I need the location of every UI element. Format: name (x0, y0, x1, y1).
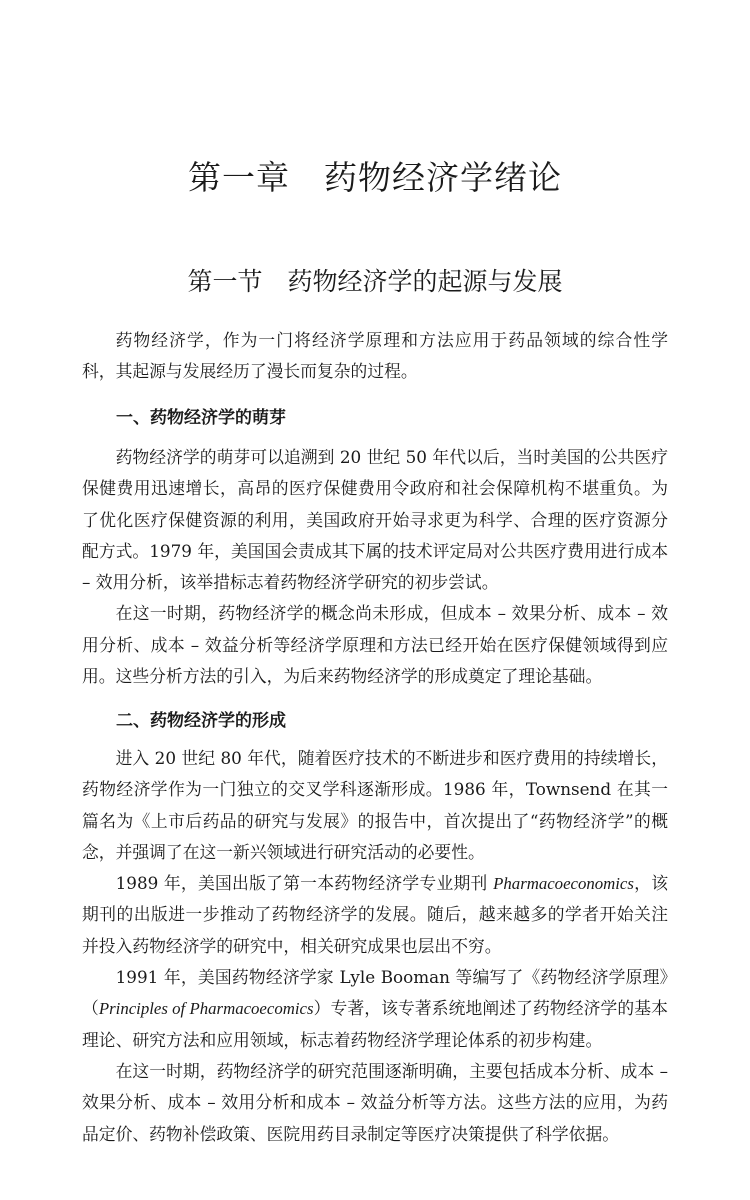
journal-title: Pharmacoeconomics (493, 874, 634, 894)
section-title: 第一节 药物经济学的起源与发展 (187, 267, 563, 296)
part2-paragraph-4: 在这一时期，药物经济学的研究范围逐渐明确，主要包括成本分析、成本 – 效果分析、成本 – 效用分析和成本 – 效益分析等方法。这些方法的应用，为药品定价、药物补偿政策、医院用药目录制定等医疗决策提供了科学依据。 (82, 1060, 668, 1144)
part2-paragraph-2 (82, 868, 668, 962)
part1-block (82, 442, 668, 692)
part2-paragraph-3-post: ）专著，该专著系统地阐述了药物经济学的基本理论、研究方法和应用领域，标志着药物经济学理论体系的初步构建。 (82, 998, 668, 1050)
part2-paragraph-1: 进入 20 世纪 80 年代，随着医疗技术的不断进步和医疗费用的持续增长，药物经济学作为一门独立的交叉学科逐渐形成。1986 年，Townsend 在其一篇名为《上市后药品的研究与发展》的报告中，首次提出了“药物经济学”的概念，并强调了在这一新兴领域进行研究活动的必要性。 (82, 748, 668, 862)
part2-paragraph-3-pre: 1991 年，美国药物经济学家 Lyle Booman 等编写了《药物经济学原理》（ (82, 967, 668, 1019)
part2-paragraph-3 (82, 962, 668, 1056)
part1-paragraph-1: 药物经济学的萌芽可以追溯到 20 世纪 50 年代以后，当时美国的公共医疗保健费用迅速增长，高昂的医疗保健费用令政府和社会保障机构不堪重负。为了优化医疗保健资源的利用，美国政府开始寻求更为科学、合理的医疗资源分配方式。1979 年，美国国会责成其下属的技术评定局对公共医疗费用进行成本 – 效用分析，该举措标志着药物经济学研究的初步尝试。 (82, 447, 668, 593)
intro-paragraph: 药物经济学，作为一门将经济学原理和方法应用于药品领域的综合性学科，其起源与发展经历了漫长而复杂的过程。 (82, 330, 668, 382)
part2-paragraph-2-pre: 1989 年，美国出版了第一本药物经济学专业期刊 (115, 873, 494, 894)
part1-heading: 一、药物经济学的萌芽 (116, 408, 286, 428)
intro-block (82, 325, 668, 388)
book-title: Principles of Pharmacoecomics (98, 999, 314, 1019)
part2-heading: 二、药物经济学的形成 (116, 711, 286, 731)
chapter-title: 第一章 药物经济学绪论 (188, 158, 562, 197)
part2-block (82, 743, 668, 1150)
part2-paragraph-2-post: ，该期刊的出版进一步推动了药物经济学的发展。随后，越来越多的学者开始关注并投入药物经济学的研究中，相关研究成果也层出不穷。 (82, 873, 668, 956)
part1-paragraph-2: 在这一时期，药物经济学的概念尚未形成，但成本 – 效果分析、成本 – 效用分析、成本 – 效益分析等经济学原理和方法已经开始在医疗保健领域得到应用。这些分析方法的引入，为后来药物经济学的形成奠定了理论基础。 (82, 603, 668, 687)
